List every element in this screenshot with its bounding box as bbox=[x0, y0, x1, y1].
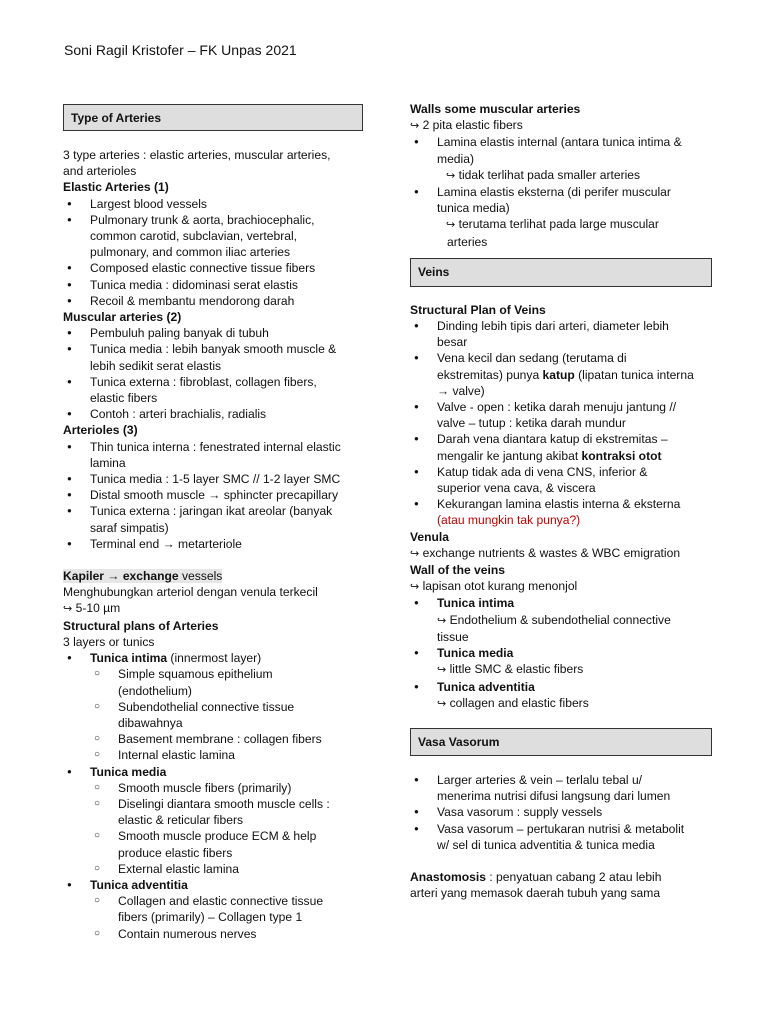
structural-veins-list bbox=[410, 318, 712, 529]
wall-veins-title: Wall of the veins bbox=[410, 563, 505, 578]
adventitia-sublist bbox=[63, 893, 363, 942]
walls-pita: ↪ 2 pita elastic fibers bbox=[410, 118, 523, 133]
list-item: ● Tunica adventitia bbox=[410, 679, 712, 695]
list-item: ● Larger arteries & vein – terlalu tebal u/ menerima nutrisi difusi langsung dari lumen bbox=[410, 772, 712, 804]
vasa-vasorum-heading: Vasa Vasorum bbox=[410, 728, 712, 756]
hook-arrow-icon: ↪ bbox=[410, 547, 420, 560]
sub-list-item: ○ Smooth muscle fibers (primarily) bbox=[63, 780, 363, 796]
type-of-arteries-heading: Type of Arteries bbox=[63, 104, 363, 131]
right-column bbox=[410, 0, 712, 901]
list-item: ● Tunica media : lebih banyak smooth muscle & lebih sedikit serat elastis bbox=[63, 341, 363, 373]
list-item: ● Lamina elastis eksterna (di perifer muscular tunica media) bbox=[410, 184, 712, 216]
list-item: ● Tunica media bbox=[410, 645, 712, 661]
list-item: ● Vasa vasorum – pertukaran nutrisi & metabolit w/ sel di tunica adventitia & tunica media bbox=[410, 821, 712, 853]
hook-arrow-icon: ↪ bbox=[446, 169, 456, 182]
hook-arrow-icon: ↪ bbox=[446, 219, 456, 232]
anastomosis-definition: Anastomosis : penyatuan cabang 2 atau lebih bbox=[410, 869, 662, 884]
list-item: ● Composed elastic connective tissue fibers bbox=[63, 260, 363, 276]
list-item: ● Kekurangan lamina elastis interna & eksterna (atau mungkin tak punya?) bbox=[410, 496, 712, 528]
sub-list-item: ○ Subendothelial connective tissue dibawahnya bbox=[63, 699, 363, 731]
walls-list bbox=[410, 134, 712, 249]
list-item: ● Contoh : arteri brachialis, radialis bbox=[63, 406, 363, 422]
hook-arrow-icon: ↪ bbox=[437, 697, 447, 710]
hook-arrow-icon: ↪ bbox=[63, 603, 73, 616]
venula-description: ↪ exchange nutrients & wastes & WBC emigration bbox=[410, 545, 681, 560]
elastic-arteries-title: Elastic Arteries (1) bbox=[63, 180, 169, 195]
sub-list-item: ○ Smooth muscle produce ECM & help produce elastic fibers bbox=[63, 828, 363, 860]
list-item: ● Vasa vasorum : supply vessels bbox=[410, 804, 712, 820]
structural-plans-list bbox=[63, 650, 363, 942]
note-line: ↪ Endothelium & subendothelial connective tissue bbox=[437, 612, 671, 644]
note-line: ↪ little SMC & elastic fibers bbox=[437, 662, 584, 677]
note-line: ↪ tidak terlihat pada smaller arteries bbox=[446, 167, 641, 182]
veins-heading: Veins bbox=[410, 258, 712, 287]
list-item: ● Distal smooth muscle → sphincter precapillary bbox=[63, 487, 363, 503]
list-item: ● Tunica externa : jaringan ikat areolar (banyak saraf simpatis) bbox=[63, 503, 363, 535]
wall-veins-list bbox=[410, 595, 712, 711]
walls-muscular-title: Walls some muscular arteries bbox=[410, 102, 581, 116]
list-item: ● Vena kecil dan sedang (terutama di ekstremitas) punya katup (lipatan tunica interna → valve) bbox=[410, 350, 712, 399]
list-item: ● Darah vena diantara katup di ekstremitas – mengalir ke jantung akibat kontraksi otot bbox=[410, 431, 712, 463]
intima-sublist bbox=[63, 666, 363, 763]
list-item: ● Tunica media bbox=[63, 764, 363, 780]
sub-list-item: ○ Internal elastic lamina bbox=[63, 747, 363, 763]
left-column bbox=[63, 0, 363, 942]
list-item: ● Katup tidak ada di vena CNS, inferior & superior vena cava, & viscera bbox=[410, 464, 712, 496]
document-header: Soni Ragil Kristofer – FK Unpas 2021 bbox=[64, 42, 297, 58]
arterioles-list bbox=[63, 439, 363, 552]
sub-list-item: ○ Diselingi diantara smooth muscle cells : elastic & reticular fibers bbox=[63, 796, 363, 828]
list-item: ● Tunica media : 1-5 layer SMC // 1-2 layer SMC bbox=[63, 471, 363, 487]
list-item: ● Tunica adventitia bbox=[63, 877, 363, 893]
media-sublist bbox=[63, 780, 363, 877]
hook-arrow-icon: ↪ bbox=[437, 614, 447, 627]
structural-plans-subtitle: 3 layers or tunics bbox=[63, 634, 155, 649]
sub-list-item: ○ Simple squamous epithelium (endothelium) bbox=[63, 666, 363, 698]
list-item: ● Tunica externa : fibroblast, collagen fibers, elastic fibers bbox=[63, 374, 363, 406]
hook-arrow-icon: ↪ bbox=[410, 581, 420, 594]
hook-arrow-icon: ↪ bbox=[437, 664, 447, 677]
muscular-arteries-title: Muscular arteries (2) bbox=[63, 310, 182, 325]
elastic-arteries-list bbox=[63, 196, 363, 309]
anastomosis-definition-line-2: arteri yang memasok daerah tubuh yang sama bbox=[410, 886, 661, 901]
kapiler-description: Menghubungkan arteriol dengan venula terkecil bbox=[63, 585, 318, 600]
wall-veins-description: ↪ lapisan otot kurang menonjol bbox=[410, 579, 578, 594]
sub-list-item: ○ Contain numerous nerves bbox=[63, 926, 363, 942]
list-item: ● Terminal end → metarteriole bbox=[63, 536, 363, 552]
list-item: ● Tunica media : didominasi serat elastis bbox=[63, 277, 363, 293]
intro-line-2: and arterioles bbox=[63, 164, 137, 179]
kapiler-heading: Kapiler → exchange vessels bbox=[63, 569, 223, 584]
list-item: ● Lamina elastis internal (antara tunica intima & media) bbox=[410, 134, 712, 166]
list-item: ● Tunica intima bbox=[410, 595, 712, 611]
hook-arrow-icon: ↪ bbox=[410, 120, 420, 133]
muscular-arteries-list bbox=[63, 325, 363, 422]
note-line: ↪ collagen and elastic fibers bbox=[437, 695, 589, 710]
sub-list-item: ○ Collagen and elastic connective tissue fibers (primarily) – Collagen type 1 bbox=[63, 893, 363, 925]
structural-plans-title: Structural plans of Arteries bbox=[63, 618, 219, 633]
kapiler-size: ↪ 5-10 µm bbox=[63, 601, 121, 616]
list-item: ● Tunica intima (innermost layer) bbox=[63, 650, 363, 666]
list-item: ● Pulmonary trunk & aorta, brachiocephalic, common carotid, subclavian, vertebral, pulmonary, and common iliac arteries bbox=[63, 212, 363, 261]
note-line: ↪ terutama terlihat pada large muscular arteries bbox=[446, 217, 659, 249]
vasa-vasorum-list bbox=[410, 772, 712, 853]
list-item: ● Thin tunica interna : fenestrated internal elastic lamina bbox=[63, 439, 363, 471]
intro-line-1: 3 type arteries : elastic arteries, muscular arteries, bbox=[63, 148, 331, 162]
list-item: ● Valve - open : ketika darah menuju jantung // valve – tutup : ketika darah mundur bbox=[410, 399, 712, 431]
list-item: ● Recoil & membantu mendorong darah bbox=[63, 293, 363, 309]
arterioles-title: Arterioles (3) bbox=[63, 423, 138, 438]
list-item: ● Largest blood vessels bbox=[63, 196, 363, 212]
list-item: ● Dinding lebih tipis dari arteri, diameter lebih besar bbox=[410, 318, 712, 350]
venula-title: Venula bbox=[410, 529, 449, 544]
list-item: ● Pembuluh paling banyak di tubuh bbox=[63, 325, 363, 341]
sub-list-item: ○ External elastic lamina bbox=[63, 861, 363, 877]
structural-veins-title: Structural Plan of Veins bbox=[410, 302, 546, 317]
sub-list-item: ○ Basement membrane : collagen fibers bbox=[63, 731, 363, 747]
